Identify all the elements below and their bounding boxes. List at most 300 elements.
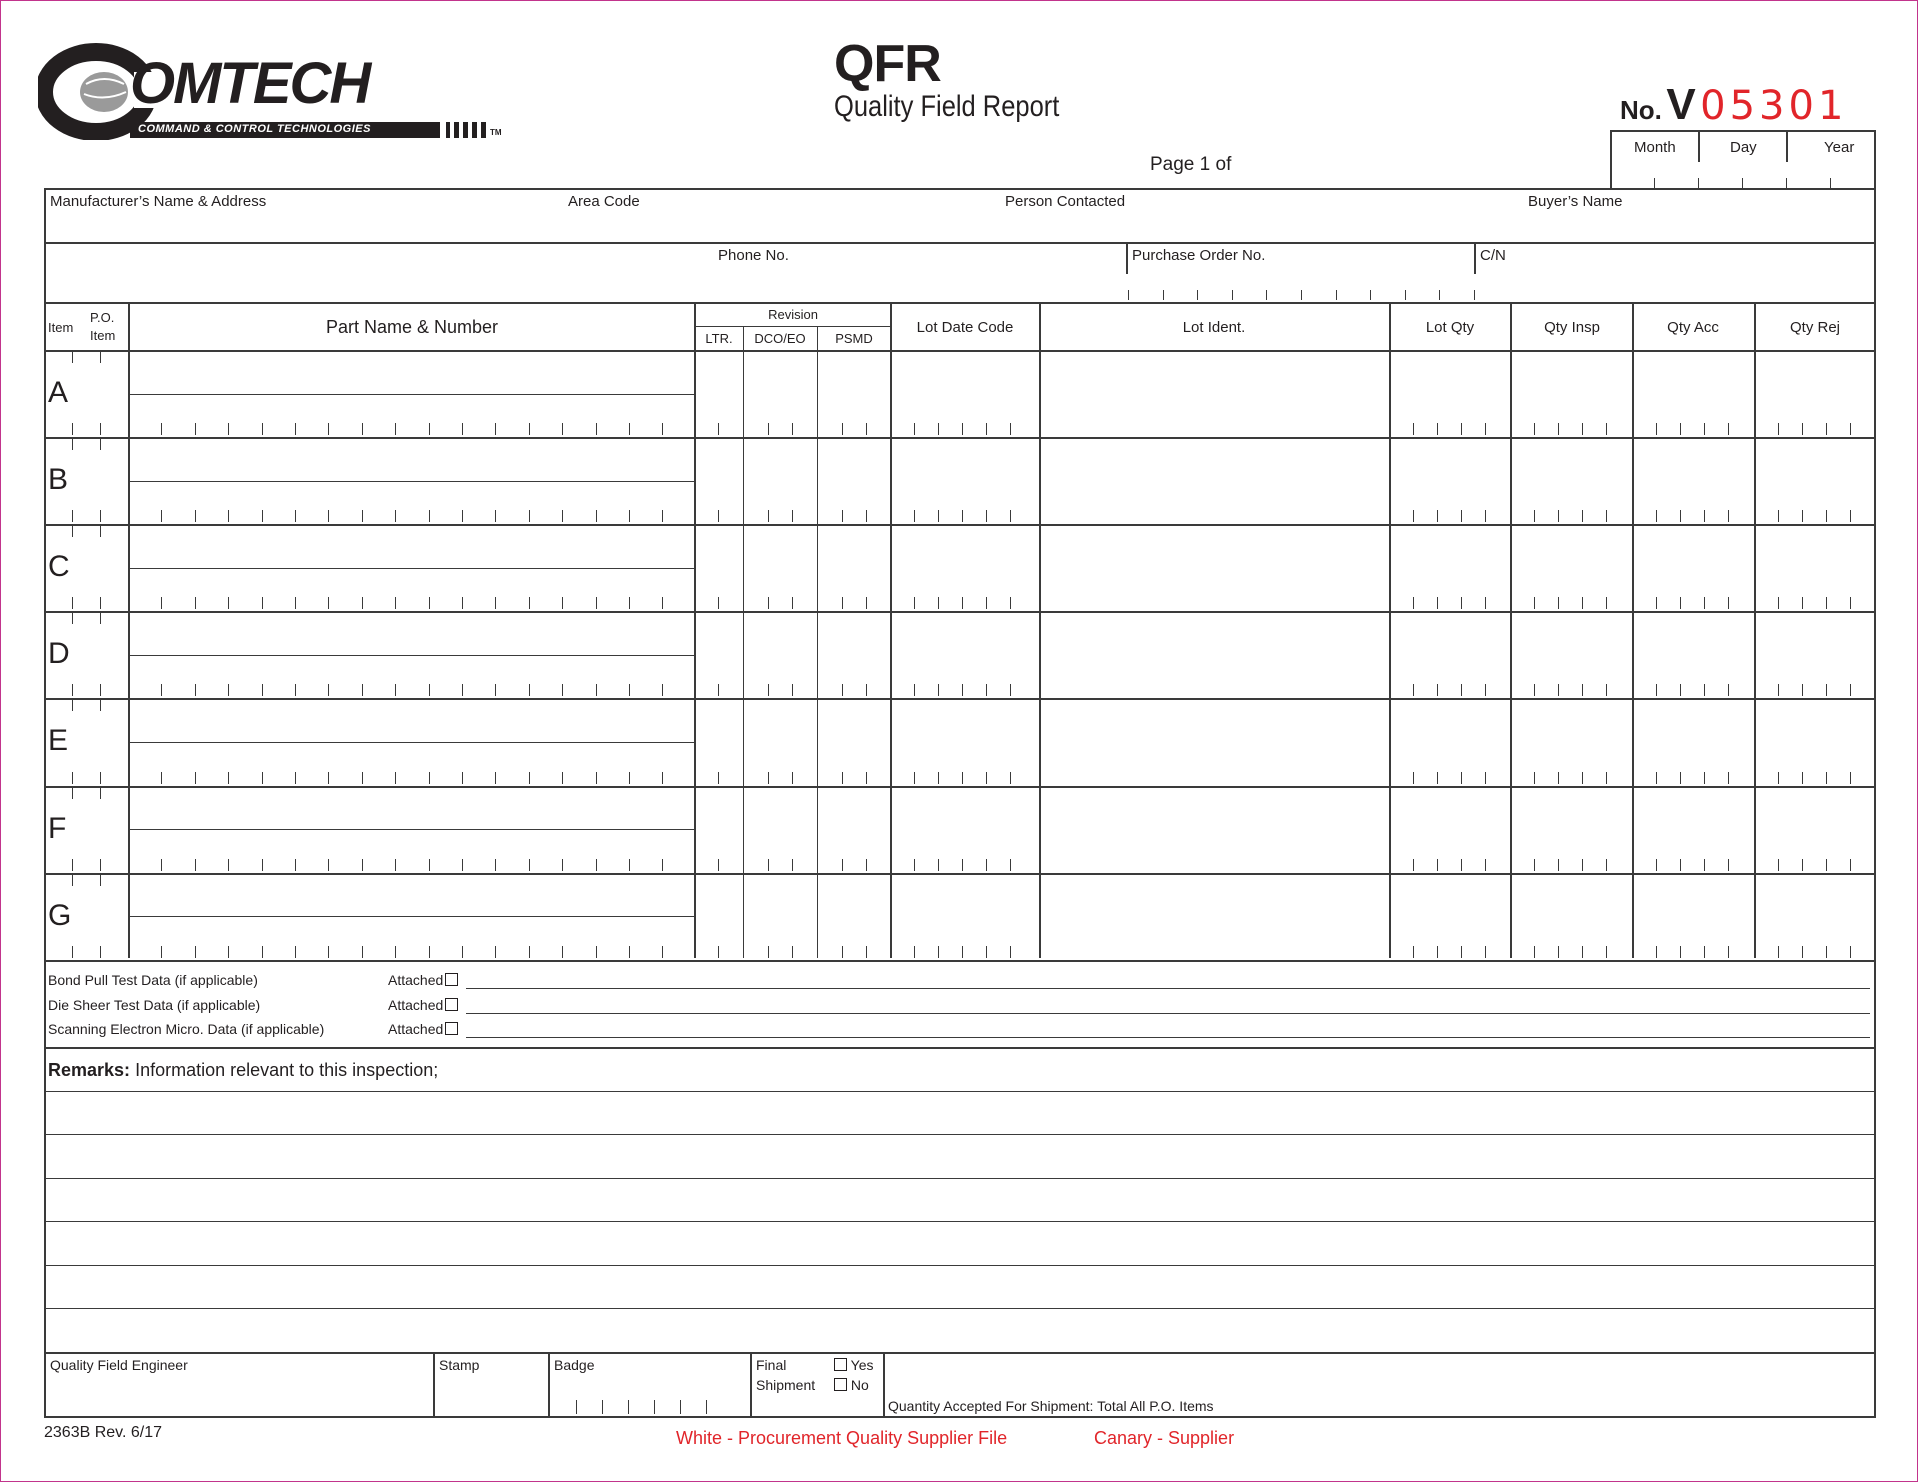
item-tick: [100, 684, 101, 696]
field-tick: [1704, 684, 1705, 696]
field-tick: [1558, 423, 1559, 435]
field-tick: [1413, 597, 1414, 609]
field-tick: [842, 772, 843, 784]
header-lot-qty: Lot Qty: [1425, 319, 1475, 336]
field-tick: [1558, 510, 1559, 522]
qty-accepted-label: Quantity Accepted For Shipment: Total All P.O. Items: [888, 1398, 1214, 1414]
po-item-tick: [100, 874, 101, 886]
field-tick: [1437, 684, 1438, 696]
field-tick: [1485, 684, 1486, 696]
attached-label: Attached: [388, 996, 444, 1013]
field-tick: [1485, 597, 1486, 609]
attached-checkbox[interactable]: [445, 973, 458, 986]
item-tick: [72, 859, 73, 871]
final-label: Final: [756, 1357, 787, 1373]
row-letter: C: [48, 550, 70, 584]
lot-ident-field[interactable]: [1041, 613, 1387, 696]
engineer-field[interactable]: [46, 1374, 431, 1414]
item-tick: [100, 946, 101, 958]
test-data-line[interactable]: [466, 1037, 1870, 1038]
field-tick: [842, 423, 843, 435]
attached-option[interactable]: [388, 972, 458, 988]
remarks-label-rest: Information relevant to this inspection;: [135, 1060, 439, 1080]
field-tick: [1606, 684, 1607, 696]
no-label: No: [850, 1377, 869, 1393]
item-tick: [72, 946, 73, 958]
field-tick: [1485, 772, 1486, 784]
part-number-field[interactable]: [130, 570, 692, 610]
part-name-divider: [128, 655, 694, 656]
header-item: Item: [48, 320, 74, 335]
row-letter: F: [48, 811, 67, 845]
remarks-line[interactable]: [44, 1091, 1876, 1092]
field-tick: [1606, 772, 1607, 784]
part-name-field[interactable]: [130, 439, 692, 480]
stamp-field[interactable]: [435, 1374, 546, 1414]
field-tick: [1558, 946, 1559, 958]
po-item-tick: [72, 874, 73, 886]
po-tick: [1128, 290, 1129, 300]
qty-accepted-field[interactable]: [885, 1354, 1872, 1394]
po-item-tick: [72, 525, 73, 537]
field-tick: [1606, 597, 1607, 609]
row-letter: A: [48, 376, 69, 409]
header-po-line2: Item: [90, 328, 116, 343]
po-tick: [1405, 290, 1406, 300]
field-tick: [1728, 423, 1729, 435]
remarks-line[interactable]: [44, 1265, 1876, 1266]
field-tick: [1461, 597, 1462, 609]
lot-ident-field[interactable]: [1041, 439, 1387, 522]
badge-tick: [706, 1400, 707, 1414]
lot-date-code-field[interactable]: [892, 613, 1037, 696]
po-item-tick: [100, 699, 101, 711]
field-tick: [718, 859, 719, 871]
po-item-tick: [100, 525, 101, 537]
field-tick: [1534, 423, 1535, 435]
field-tick: [1802, 597, 1803, 609]
field-tick: [1534, 772, 1535, 784]
item-tick: [72, 423, 73, 435]
field-tick: [1413, 772, 1414, 784]
field-tick: [792, 859, 793, 871]
part-name-divider: [128, 481, 694, 482]
field-tick: [1461, 946, 1462, 958]
badge-label: Badge: [554, 1357, 595, 1373]
row-letter: D: [48, 637, 70, 671]
field-tick: [1778, 772, 1779, 784]
lot-ident-field[interactable]: [1041, 352, 1387, 435]
po-item-tick: [72, 612, 73, 624]
field-tick: [792, 510, 793, 522]
field-tick: [1534, 597, 1535, 609]
badge-tick: [680, 1400, 681, 1414]
field-tick: [1534, 859, 1535, 871]
po-item-tick: [100, 351, 101, 363]
badge-tick: [602, 1400, 603, 1414]
item-tick: [100, 597, 101, 609]
field-tick: [866, 772, 867, 784]
field-tick: [1413, 510, 1414, 522]
field-tick: [768, 684, 769, 696]
part-name-field[interactable]: [130, 613, 692, 654]
part-number-field[interactable]: [130, 744, 692, 784]
field-tick: [792, 684, 793, 696]
company-logo: [38, 40, 508, 140]
field-tick: [1680, 423, 1681, 435]
lot-date-code-field[interactable]: [892, 526, 1037, 609]
field-tick: [1704, 597, 1705, 609]
field-tick: [842, 946, 843, 958]
field-tick: [1485, 946, 1486, 958]
field-tick: [1802, 772, 1803, 784]
field-tick: [1826, 684, 1827, 696]
number-letter: V: [1666, 80, 1696, 129]
field-tick: [1802, 946, 1803, 958]
header-qty-rej: Qty Rej: [1789, 319, 1841, 336]
po-tick: [1197, 290, 1198, 300]
final-yes-option[interactable]: [832, 1357, 873, 1373]
lot-ident-field[interactable]: [1041, 788, 1387, 871]
cn-field[interactable]: [1476, 266, 1872, 300]
po-item-tick: [72, 699, 73, 711]
field-tick: [1680, 946, 1681, 958]
final-no-option[interactable]: [832, 1377, 869, 1393]
field-tick: [1485, 510, 1486, 522]
no-checkbox[interactable]: [834, 1378, 847, 1391]
area-code-label: Area Code: [568, 193, 640, 210]
item-tick: [72, 684, 73, 696]
lot-ident-field[interactable]: [1041, 700, 1387, 783]
field-tick: [1778, 946, 1779, 958]
field-tick: [1461, 772, 1462, 784]
field-tick: [1728, 772, 1729, 784]
remarks-label-bold: Remarks:: [48, 1060, 131, 1080]
lot-date-code-field[interactable]: [892, 700, 1037, 783]
field-tick: [1850, 772, 1851, 784]
part-name-divider: [128, 568, 694, 569]
field-tick: [1656, 597, 1657, 609]
field-tick: [768, 423, 769, 435]
field-tick: [1802, 510, 1803, 522]
po-item-tick: [72, 438, 73, 450]
test-data-line[interactable]: [466, 1013, 1870, 1014]
header-psmd: PSMD: [835, 331, 873, 346]
badge-tick: [576, 1400, 577, 1414]
header-lot-date-code: Lot Date Code: [916, 319, 1014, 336]
field-tick: [1826, 510, 1827, 522]
field-tick: [1437, 859, 1438, 871]
field-tick: [1606, 859, 1607, 871]
remarks-line[interactable]: [44, 1221, 1876, 1222]
field-tick: [1778, 859, 1779, 871]
field-tick: [866, 510, 867, 522]
part-number-field[interactable]: [130, 396, 692, 436]
field-tick: [1778, 684, 1779, 696]
logo-wordmark: OMTECH: [130, 51, 370, 116]
remarks-line[interactable]: [44, 1308, 1876, 1309]
field-tick: [866, 423, 867, 435]
part-name-field[interactable]: [130, 788, 692, 829]
item-tick: [72, 772, 73, 784]
field-tick: [1656, 946, 1657, 958]
number-value: 05301: [1700, 83, 1848, 129]
field-tick: [768, 510, 769, 522]
yes-label: Yes: [850, 1357, 874, 1373]
phone-label: Phone No.: [718, 247, 789, 264]
field-tick: [718, 772, 719, 784]
field-tick: [1437, 510, 1438, 522]
item-tick: [72, 510, 73, 522]
po-number-field[interactable]: [1128, 266, 1472, 300]
field-tick: [1582, 684, 1583, 696]
field-tick: [768, 597, 769, 609]
part-name-field[interactable]: [130, 875, 692, 916]
cn-label: C/N: [1480, 247, 1506, 264]
field-tick: [1656, 510, 1657, 522]
field-tick: [1437, 597, 1438, 609]
engineer-label: Quality Field Engineer: [50, 1357, 188, 1373]
item-tick: [100, 510, 101, 522]
field-tick: [1582, 946, 1583, 958]
field-tick: [1558, 772, 1559, 784]
header-qty-acc: Qty Acc: [1667, 319, 1719, 336]
lot-date-code-field[interactable]: [892, 439, 1037, 522]
attached-option[interactable]: [388, 1021, 458, 1037]
lot-ident-field[interactable]: [1041, 875, 1387, 958]
part-name-field[interactable]: [130, 700, 692, 741]
field-tick: [1413, 859, 1414, 871]
header-revision: Revision: [768, 307, 818, 322]
field-tick: [1461, 510, 1462, 522]
field-tick: [1802, 859, 1803, 871]
attached-checkbox[interactable]: [445, 1022, 458, 1035]
attached-label: Attached: [388, 972, 444, 988]
stamp-label: Stamp: [439, 1357, 480, 1373]
form-revision: 2363B Rev. 6/17: [44, 1424, 163, 1441]
test-data-line[interactable]: [466, 988, 1870, 989]
header-po-line1: P.O.: [90, 310, 115, 325]
po-item-tick: [72, 351, 73, 363]
field-tick: [792, 423, 793, 435]
field-tick: [1437, 423, 1438, 435]
po-tick: [1301, 290, 1302, 300]
field-tick: [1606, 510, 1607, 522]
po-tick: [1336, 290, 1337, 300]
field-tick: [842, 684, 843, 696]
field-tick: [1413, 946, 1414, 958]
part-number-field[interactable]: [130, 831, 692, 871]
part-name-divider: [128, 742, 694, 743]
field-tick: [1850, 597, 1851, 609]
field-tick: [1606, 946, 1607, 958]
header-qty-insp: Qty Insp: [1544, 319, 1600, 336]
copy-canary-note: Canary - Supplier: [1094, 1428, 1235, 1448]
field-tick: [1582, 597, 1583, 609]
field-tick: [1704, 859, 1705, 871]
po-label: Purchase Order No.: [1132, 247, 1266, 264]
remarks-heading: [48, 1060, 438, 1081]
field-tick: [792, 772, 793, 784]
field-tick: [1850, 946, 1851, 958]
row-letter: E: [48, 724, 69, 758]
header-dco: DCO/EO: [754, 331, 806, 346]
field-tick: [1826, 772, 1827, 784]
po-tick: [1163, 290, 1164, 300]
yes-checkbox[interactable]: [834, 1358, 847, 1371]
manufacturer-field[interactable]: [46, 212, 1872, 240]
field-tick: [1850, 859, 1851, 871]
date-year-label: Year: [1824, 139, 1855, 156]
field-tick: [1413, 423, 1414, 435]
field-tick: [1413, 684, 1414, 696]
po-tick: [1370, 290, 1371, 300]
test-data-label: Scanning Electron Micro. Data (if applicable): [48, 1021, 325, 1037]
field-tick: [866, 597, 867, 609]
field-tick: [1850, 684, 1851, 696]
badge-tick: [654, 1400, 655, 1414]
page-label: Page 1 of: [1150, 154, 1232, 175]
po-tick: [1439, 290, 1440, 300]
form-title: Quality Field Report: [834, 90, 1060, 123]
field-tick: [1534, 510, 1535, 522]
field-tick: [1778, 597, 1779, 609]
field-tick: [1826, 859, 1827, 871]
field-tick: [1680, 597, 1681, 609]
field-tick: [842, 859, 843, 871]
field-tick: [1656, 684, 1657, 696]
field-tick: [1534, 684, 1535, 696]
field-tick: [1728, 946, 1729, 958]
row-divider: [44, 960, 1876, 962]
part-name-field[interactable]: [130, 526, 692, 567]
field-tick: [768, 946, 769, 958]
field-tick: [1826, 423, 1827, 435]
po-tick: [1474, 290, 1475, 300]
field-tick: [1826, 597, 1827, 609]
attached-option[interactable]: [388, 997, 458, 1013]
copy-white-note: White - Procurement Quality Supplier File: [676, 1428, 1008, 1448]
field-tick: [1704, 772, 1705, 784]
field-tick: [1437, 772, 1438, 784]
lot-date-code-field[interactable]: [892, 875, 1037, 958]
field-tick: [718, 423, 719, 435]
field-tick: [718, 510, 719, 522]
field-tick: [1461, 859, 1462, 871]
lot-ident-field[interactable]: [1041, 526, 1387, 609]
attached-label: Attached: [388, 1021, 444, 1037]
field-tick: [768, 772, 769, 784]
field-tick: [1437, 946, 1438, 958]
part-number-field[interactable]: [130, 657, 692, 697]
field-tick: [1656, 859, 1657, 871]
item-tick: [100, 772, 101, 784]
manufacturer-label: Manufacturer’s Name & Address: [50, 193, 267, 210]
part-name-divider: [128, 829, 694, 830]
test-data-label: Die Sheer Test Data (if applicable): [48, 996, 261, 1013]
field-tick: [792, 597, 793, 609]
field-tick: [1534, 946, 1535, 958]
part-name-divider: [128, 394, 694, 395]
field-tick: [768, 859, 769, 871]
po-item-tick: [100, 612, 101, 624]
badge-field[interactable]: [550, 1374, 748, 1414]
field-tick: [1850, 510, 1851, 522]
attached-checkbox[interactable]: [445, 998, 458, 1011]
field-tick: [1826, 946, 1827, 958]
field-tick: [1485, 423, 1486, 435]
row-letter: G: [48, 898, 72, 932]
field-tick: [866, 859, 867, 871]
buyer-name-label: Buyer’s Name: [1528, 193, 1623, 210]
item-tick: [100, 859, 101, 871]
form-code: QFR: [834, 35, 941, 93]
field-tick: [1606, 423, 1607, 435]
row-letter: B: [48, 463, 69, 497]
number-prefix: No.: [1620, 95, 1662, 125]
test-data-label: Bond Pull Test Data (if applicable): [48, 972, 258, 988]
badge-tick: [628, 1400, 629, 1414]
date-month-label: Month: [1634, 139, 1676, 156]
field-tick: [1582, 772, 1583, 784]
field-tick: [866, 946, 867, 958]
field-tick: [1485, 859, 1486, 871]
logo-tagline: COMMAND & CONTROL TECHNOLOGIES: [138, 123, 371, 135]
field-tick: [1582, 423, 1583, 435]
field-tick: [1558, 859, 1559, 871]
field-tick: [1680, 859, 1681, 871]
field-tick: [1802, 684, 1803, 696]
field-tick: [1778, 423, 1779, 435]
field-tick: [1558, 597, 1559, 609]
field-tick: [1704, 510, 1705, 522]
field-tick: [1558, 684, 1559, 696]
po-tick: [1232, 290, 1233, 300]
field-tick: [1704, 423, 1705, 435]
po-item-tick: [100, 787, 101, 799]
form-number: [1620, 80, 1847, 130]
person-contacted-label: Person Contacted: [1005, 193, 1126, 210]
part-number-field[interactable]: [130, 918, 692, 958]
field-tick: [1704, 946, 1705, 958]
logo-trademark: TM: [490, 128, 502, 137]
field-tick: [1461, 423, 1462, 435]
date-day-label: Day: [1730, 139, 1757, 156]
part-number-field[interactable]: [130, 483, 692, 523]
remarks-line[interactable]: [44, 1134, 1876, 1135]
field-tick: [1680, 510, 1681, 522]
field-tick: [1582, 510, 1583, 522]
field-tick: [1680, 684, 1681, 696]
lot-date-code-field[interactable]: [892, 788, 1037, 871]
field-tick: [1778, 510, 1779, 522]
part-name-field[interactable]: [130, 352, 692, 393]
field-tick: [792, 946, 793, 958]
field-tick: [1582, 859, 1583, 871]
remarks-line[interactable]: [44, 1178, 1876, 1179]
lot-date-code-field[interactable]: [892, 352, 1037, 435]
po-item-tick: [72, 787, 73, 799]
field-tick: [1728, 684, 1729, 696]
field-tick: [1728, 597, 1729, 609]
shipment-label: Shipment: [756, 1377, 816, 1393]
item-tick: [72, 597, 73, 609]
field-tick: [1656, 772, 1657, 784]
date-box[interactable]: [1610, 130, 1876, 190]
field-tick: [842, 510, 843, 522]
field-tick: [718, 684, 719, 696]
part-name-divider: [128, 916, 694, 917]
